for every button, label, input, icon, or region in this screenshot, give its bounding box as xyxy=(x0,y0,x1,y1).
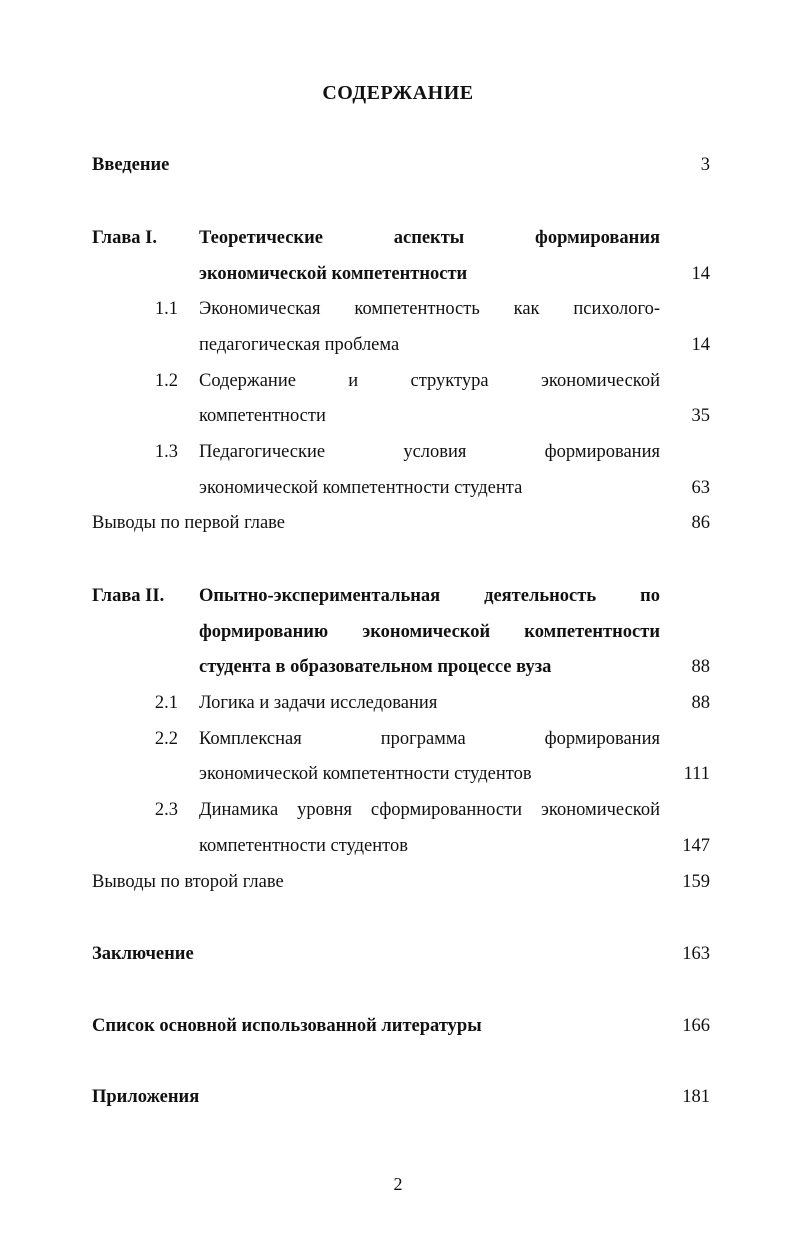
conclusion-label: Заключение xyxy=(92,944,194,964)
chapter1-conclusion-label: Выводы по первой главе xyxy=(92,513,286,533)
chapter1-conclusion-page: 86 xyxy=(691,513,710,533)
chapter2-title-line3: студента в образовательном процессе вуза xyxy=(199,657,552,677)
chapter2-label: Глава II. xyxy=(92,586,165,606)
section-title-line1: Комплексная программа формирования xyxy=(199,729,660,749)
chapter2-page: 88 xyxy=(691,657,710,677)
section-number: 2.3 xyxy=(154,800,178,820)
chapter1-page: 14 xyxy=(691,264,710,284)
section-title-line2: компетентности xyxy=(199,406,326,426)
section-page: 111 xyxy=(683,764,710,784)
section-number: 1.1 xyxy=(154,299,178,319)
section-page: 147 xyxy=(682,836,710,856)
chapter1-label: Глава I. xyxy=(92,228,158,248)
section-page: 14 xyxy=(691,335,710,355)
chapter2-title-line1: Опытно-экспериментальная деятельность по xyxy=(199,586,660,606)
section-title-line2: компетентности студентов xyxy=(199,836,408,856)
references-page: 166 xyxy=(682,1016,710,1036)
conclusion-page: 163 xyxy=(682,944,710,964)
chapter2-title-line2: формированию экономической компетентности xyxy=(199,622,660,642)
section-number: 2.2 xyxy=(154,729,178,749)
section-number: 1.2 xyxy=(154,371,178,391)
intro-label: Введение xyxy=(92,155,170,175)
intro-page: 3 xyxy=(700,155,710,175)
appendix-label: Приложения xyxy=(92,1087,200,1107)
chapter1-title-line1: Теоретические аспекты формирования xyxy=(199,228,660,248)
section-page: 35 xyxy=(691,406,710,426)
section-title-line1: Логика и задачи исследования xyxy=(199,693,438,713)
section-page: 88 xyxy=(691,693,710,713)
section-title-line2: педагогическая проблема xyxy=(199,335,400,355)
references-label: Список основной использованной литературы xyxy=(92,1016,482,1036)
chapter2-conclusion-page: 159 xyxy=(682,872,710,892)
chapter1-title-line2: экономической компетентности xyxy=(199,264,468,284)
section-title-line1: Педагогические условия формирования xyxy=(199,442,660,462)
section-title-line1: Динамика уровня сформированности экономической xyxy=(199,800,660,820)
appendix-page: 181 xyxy=(682,1087,710,1107)
section-title-line1: Содержание и структура экономической xyxy=(199,371,660,391)
section-number: 1.3 xyxy=(154,442,178,462)
page-number: 2 xyxy=(393,1174,403,1194)
section-title-line1: Экономическая компетентность как психолого- xyxy=(199,299,660,319)
page-title: СОДЕРЖАНИЕ xyxy=(322,82,474,104)
section-title-line2: экономической компетентности студентов xyxy=(199,764,532,784)
section-number: 2.1 xyxy=(154,693,178,713)
section-page: 63 xyxy=(691,478,710,498)
section-title-line2: экономической компетентности студента xyxy=(199,478,523,498)
chapter2-conclusion-label: Выводы по второй главе xyxy=(92,872,284,892)
